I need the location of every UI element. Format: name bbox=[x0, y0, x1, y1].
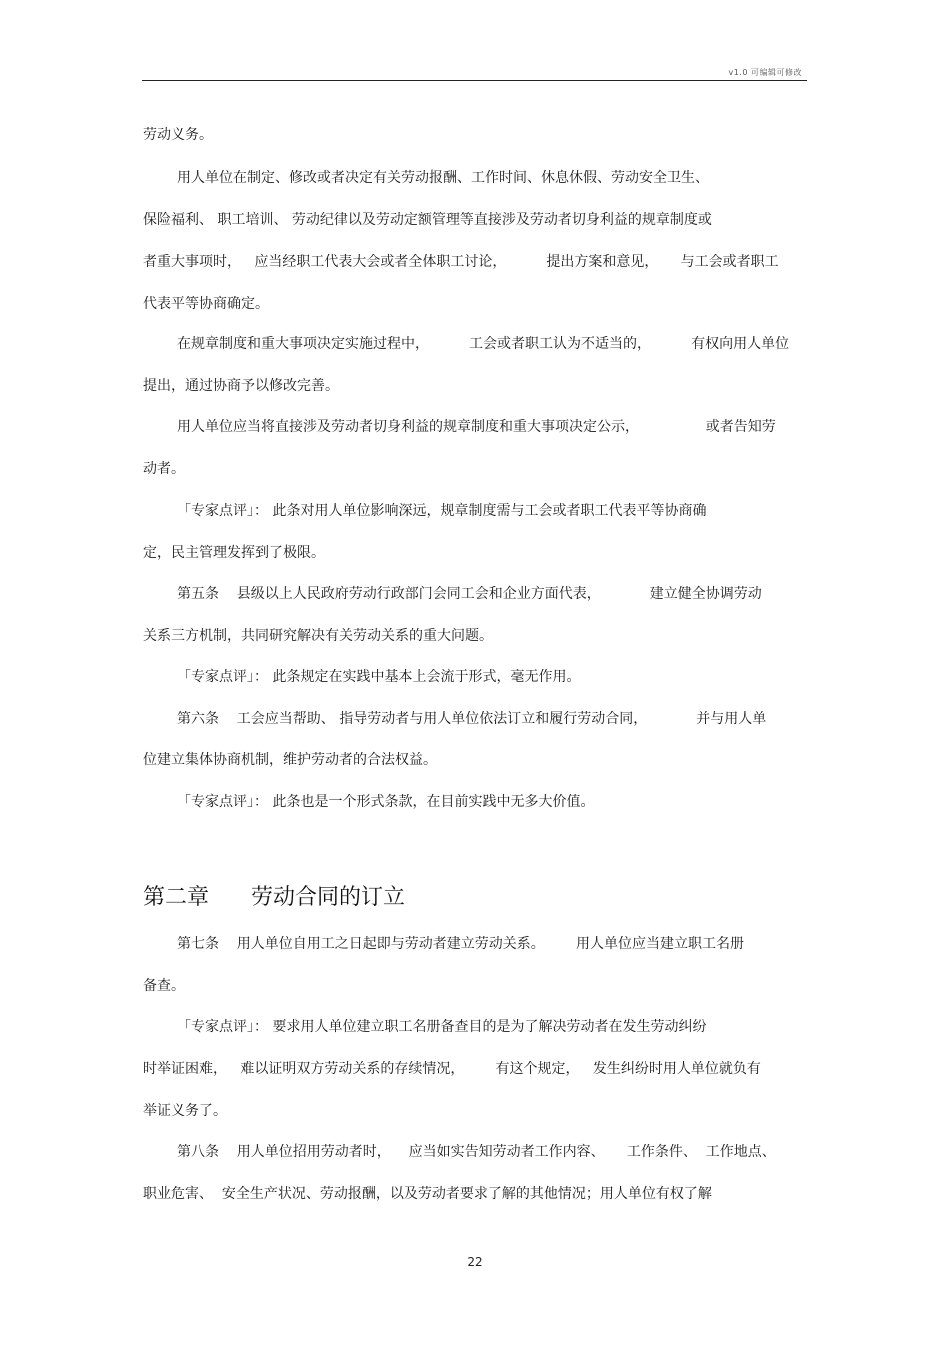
body-line: 备查。 bbox=[143, 978, 185, 994]
body-line: 「专家点评」： 此条规定在实践中基本上会流于形式，毫无作用。 bbox=[177, 669, 581, 685]
body-line: 代表平等协商确定。 bbox=[143, 296, 269, 312]
body-line: 「专家点评」： 要求用人单位建立职工名册备查目的是为了解决劳动者在发生劳动纠纷 bbox=[177, 1019, 707, 1035]
page-header-note: v1.0 可编辑可修改 bbox=[728, 68, 802, 77]
body-line: 者重大事项时， 应当经职工代表大会或者全体职工讨论， 提出方案和意见， 与工会或者职工 bbox=[143, 254, 779, 270]
body-line: 关系三方机制，共同研究解决有关劳动关系的重大问题。 bbox=[143, 628, 493, 644]
body-line: 定，民主管理发挥到了极限。 bbox=[143, 545, 325, 561]
body-line: 举证义务了。 bbox=[143, 1103, 227, 1119]
header-divider bbox=[142, 80, 807, 81]
body-line: 保险福利、 职工培训、 劳动纪律以及劳动定额管理等直接涉及劳动者切身利益的规章制度或 bbox=[143, 212, 712, 228]
body-line: 「专家点评」： 此条对用人单位影响深远，规章制度需与工会或者职工代表平等协商确 bbox=[177, 503, 707, 519]
body-line: 位建立集体协商机制，维护劳动者的合法权益。 bbox=[143, 752, 437, 768]
page-number: 22 bbox=[467, 1255, 483, 1269]
body-line: 提出，通过协商予以修改完善。 bbox=[143, 378, 339, 394]
body-line: 在规章制度和重大事项决定实施过程中， 工会或者职工认为不适当的， 有权向用人单位 bbox=[177, 336, 790, 352]
body-line: 第六条 工会应当帮助、 指导劳动者与用人单位依法订立和履行劳动合同， 并与用人单 bbox=[177, 711, 767, 727]
body-line: 用人单位在制定、修改或者决定有关劳动报酬、工作时间、休息休假、劳动安全卫生、 bbox=[177, 170, 709, 186]
body-line: 第八条 用人单位招用劳动者时， 应当如实告知劳动者工作内容、 工作条件、 工作地点、 bbox=[177, 1144, 776, 1160]
body-line: 时举证困难， 难以证明双方劳动关系的存续情况， 有这个规定， 发生纠纷时用人单位就负有 bbox=[143, 1061, 761, 1077]
body-line: 第七条 用人单位自用工之日起即与劳动者建立劳动关系。 用人单位应当建立职工名册 bbox=[177, 936, 744, 952]
body-line: 动者。 bbox=[143, 461, 185, 477]
body-line: 「专家点评」： 此条也是一个形式条款，在目前实践中无多大价值。 bbox=[177, 794, 595, 810]
body-line: 第五条 县级以上人民政府劳动行政部门会同工会和企业方面代表， 建立健全协调劳动 bbox=[177, 586, 762, 602]
body-line: 用人单位应当将直接涉及劳动者切身利益的规章制度和重大事项决定公示， 或者告知劳 bbox=[177, 419, 776, 435]
chapter-heading: 第二章 劳动合同的订立 bbox=[143, 885, 405, 910]
body-line: 劳动义务。 bbox=[143, 127, 213, 143]
body-line: 职业危害、 安全生产状况、劳动报酬，以及劳动者要求了解的其他情况；用人单位有权了解 bbox=[143, 1186, 712, 1202]
